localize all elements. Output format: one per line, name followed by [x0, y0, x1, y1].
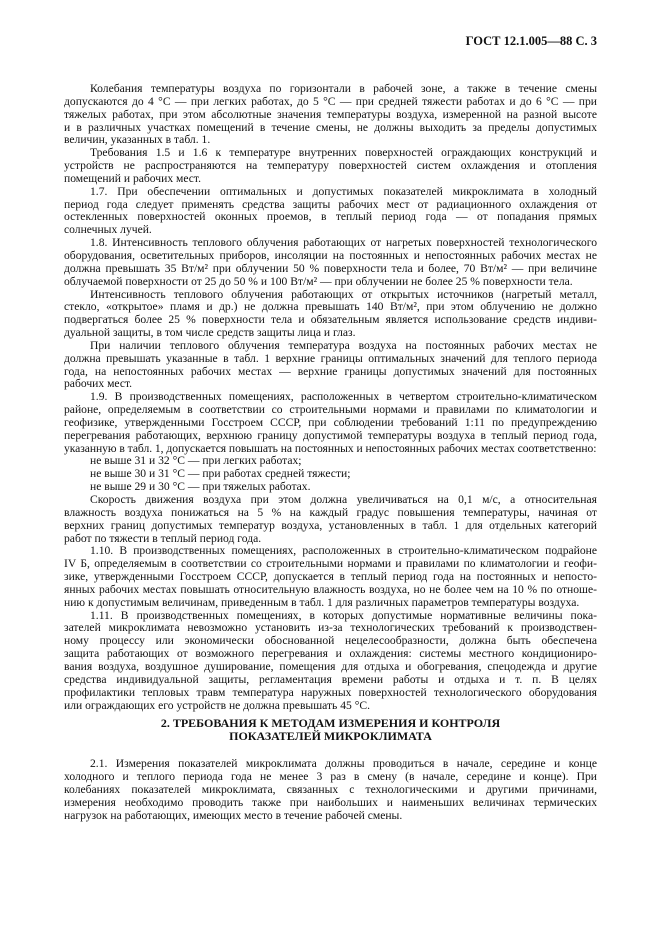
text-line: зике, утвержденными Госстроем СССР, допускается в теплый период года на постоянных и непосто-: [64, 570, 597, 584]
paragraph: [64, 289, 597, 340]
text-line: 1.10. В производственных помещениях, расположенных в строительно-климатическом подрайоне: [90, 544, 597, 558]
text-line: 1.11. В производственных помещениях, в которых допустимые нормативные величины пока-: [90, 608, 597, 622]
text-line: IV Б, определяемым в соответствии со строительными нормами и правилами по климатологии и геофи-: [64, 557, 597, 571]
paragraph: [64, 545, 597, 609]
text-line: колебаниях показателей микроклимата, связанных с технологическими и другими причинами,: [64, 782, 597, 796]
section-heading-line-1: 2. ТРЕБОВАНИЯ К МЕТОДАМ ИЗМЕРЕНИЯ И КОНТРОЛЯ: [160, 716, 501, 730]
text-line: дуальной защиты, в том числе средств защиты лица и глаз.: [64, 326, 356, 340]
text-line: работ по тяжести в теплый период года.: [64, 531, 262, 545]
text-line: оборудования, осветительных приборов, инсоляции на постоянных и непостоянных рабочих местах не: [64, 248, 597, 262]
paragraph: [64, 83, 597, 147]
text-line: устройств не распространяются на температуру поверхностей систем охлаждения и отопления: [64, 159, 597, 173]
text-line: солнечных лучей.: [64, 223, 152, 237]
text-line: нагрузок на работающих, имеющих место в течение рабочей смены.: [64, 808, 403, 822]
text-line: Колебания температуры воздуха по горизонтали в рабочей зоне, а также в течение смены: [90, 82, 597, 95]
paragraph: [64, 610, 597, 713]
paragraph: [64, 237, 597, 288]
text-line: геофизике, утвержденными Госстроем СССР, при соблюдении требований 1:11 по предупреждению: [64, 415, 597, 429]
text-line: или ограждающих его устройств не должна превышать 45 °С.: [64, 698, 371, 712]
text-line: года, на непостоянных рабочих местах — верхние границы допустимых значений для постоянных: [64, 364, 597, 378]
text-line: районе, определяемым в соответствии со строительными нормами и правилами по климатологии и: [64, 403, 597, 417]
text-line: помещений и рабочих мест.: [64, 171, 202, 185]
text-line: должна превышать указанные в табл. 1 верхние границы оптимальных значений для теплого периода: [64, 351, 597, 365]
section-heading: [64, 717, 597, 743]
text-line: нию к допустимым величинам, приведенным в табл. 1 для различных параметров температуры воздуха.: [64, 595, 580, 609]
text-line: влажность воздуха понижаться на 5 % на каждый градус повышения температуры, начиная от: [64, 505, 597, 519]
text-line: не выше 31 и 32 °С — при легких работах;: [90, 454, 302, 468]
text-line: должна превышать 35 Вт/м² при облучении 50 % поверхности тела и более, 70 Вт/м² — при величине: [64, 261, 597, 275]
text-line: тяжелых работах, при этом абсолютные значения температуры воздуха, измеренной на разной высоте: [64, 107, 597, 121]
text-line: не выше 30 и 31 °С — при работах средней тяжести;: [90, 467, 351, 481]
text-line: зателей микроклимата невозможно установить из-за технологических требований к производствен-: [64, 621, 597, 635]
paragraph: [64, 147, 597, 186]
text-line: рабочих мест.: [64, 377, 133, 391]
text-line: холодного и теплого периода года не менее 3 раз в смену (в начале, середине и конце). При: [64, 769, 597, 783]
text-line: При наличии теплового облучения температура воздуха на постоянных рабочих местах не: [90, 338, 597, 352]
text-line: средства индивидуальной защиты, регламентация времени работы и отдыха и т. п. В целях: [64, 672, 597, 686]
text-line: допускаются до 4 °С — при легких работах, до 5 °С — при средней тяжести работах и до 6 °С — при: [64, 94, 597, 108]
text-line: Интенсивность теплового облучения работающих от открытых источников (нагретый металл,: [90, 287, 597, 301]
section-2-body: [64, 758, 597, 823]
text-line: верхних границ допустимых температур воздуха, установленных в табл. 1 для отдельных категорий: [64, 518, 597, 532]
text-line: ному процессу или экономически обоснованной нецелесообразности, должна быть обеспечена: [64, 634, 597, 648]
page-header: ГОСТ 12.1.005—88 С. 3: [465, 34, 597, 48]
text-line: Требования 1.5 и 1.6 к температуре внутренних поверхностей ограждающих конструкций и: [90, 146, 597, 160]
document-body: [64, 83, 597, 712]
text-line: не выше 29 и 30 °С — при тяжелых работах.: [90, 480, 311, 494]
paragraph: [64, 494, 597, 545]
text-line: подвергаться более 25 % поверхности тела и обязательным является использование средств индиви-: [64, 313, 597, 327]
text-line: указанную в табл. 1, допускается повышать на постоянных и непостоянных рабочих местах соответственно:: [64, 441, 597, 455]
paragraph: [64, 186, 597, 237]
text-line: стекло, «открытое» пламя и др.) не должна превышать 140 Вт/м², при этом облучению не должно: [64, 300, 597, 314]
text-line: 1.7. При обеспечении оптимальных и допустимых показателей микроклимата в холодный: [90, 184, 597, 198]
text-line: измерения необходимо проводить также при наибольших и наименьших величинах термических: [64, 795, 597, 809]
text-line: Скорость движения воздуха при этом должна увеличиваться на 0,1 м/с, а относительная: [90, 493, 597, 506]
text-line: вания воздуха, воздушное душирование, помещения для отдыха и обогревания, спецодежда и другие: [64, 659, 597, 673]
text-line: янных рабочих местах повышать относительную влажность воздуха, но не более чем на 10 % по отноше-: [64, 582, 597, 596]
text-line: величин, указанных в табл. 1.: [64, 133, 211, 147]
paragraph: [64, 391, 597, 455]
text-line: 1.9. В производственных помещениях, расположенных в четвертом строительно-климатическом: [90, 390, 597, 404]
text-line: остекленных поверхностей оконных проемов, в теплый период года — от попадания прямых: [64, 210, 597, 224]
text-line: перегревания работающих, верхнюю границу допустимой температуры воздуха в теплый период года,: [64, 428, 597, 442]
text-line: 1.8. Интенсивность теплового облучения работающих от нагретых поверхностей технологического: [90, 236, 597, 250]
section-heading-line-2: ПОКАЗАТЕЛЕЙ МИКРОКЛИМАТА: [229, 729, 432, 743]
paragraph: [64, 340, 597, 391]
text-line: 2.1. Измерения показателей микроклимата должны проводиться в начале, середине и конце: [90, 757, 597, 770]
text-line: и в различных участках помещений в течение смены, не должны выходить за пределы допустимых: [64, 120, 597, 134]
paragraph: [64, 758, 597, 823]
text-line: защита работающих от возможного перегревания и охлаждения: системы местного кондициониро-: [64, 647, 597, 661]
text-line: облучаемой поверхности от 25 до 50 % и 100 Вт/м² — при облучении не более 25 % поверхности тела.: [64, 274, 573, 288]
text-line: профилактики тепловых травм температура наружных поверхностей технологического оборудования: [64, 685, 597, 699]
text-line: период года следует применять средства защиты рабочих мест от радиационного охлаждения от: [64, 197, 597, 211]
